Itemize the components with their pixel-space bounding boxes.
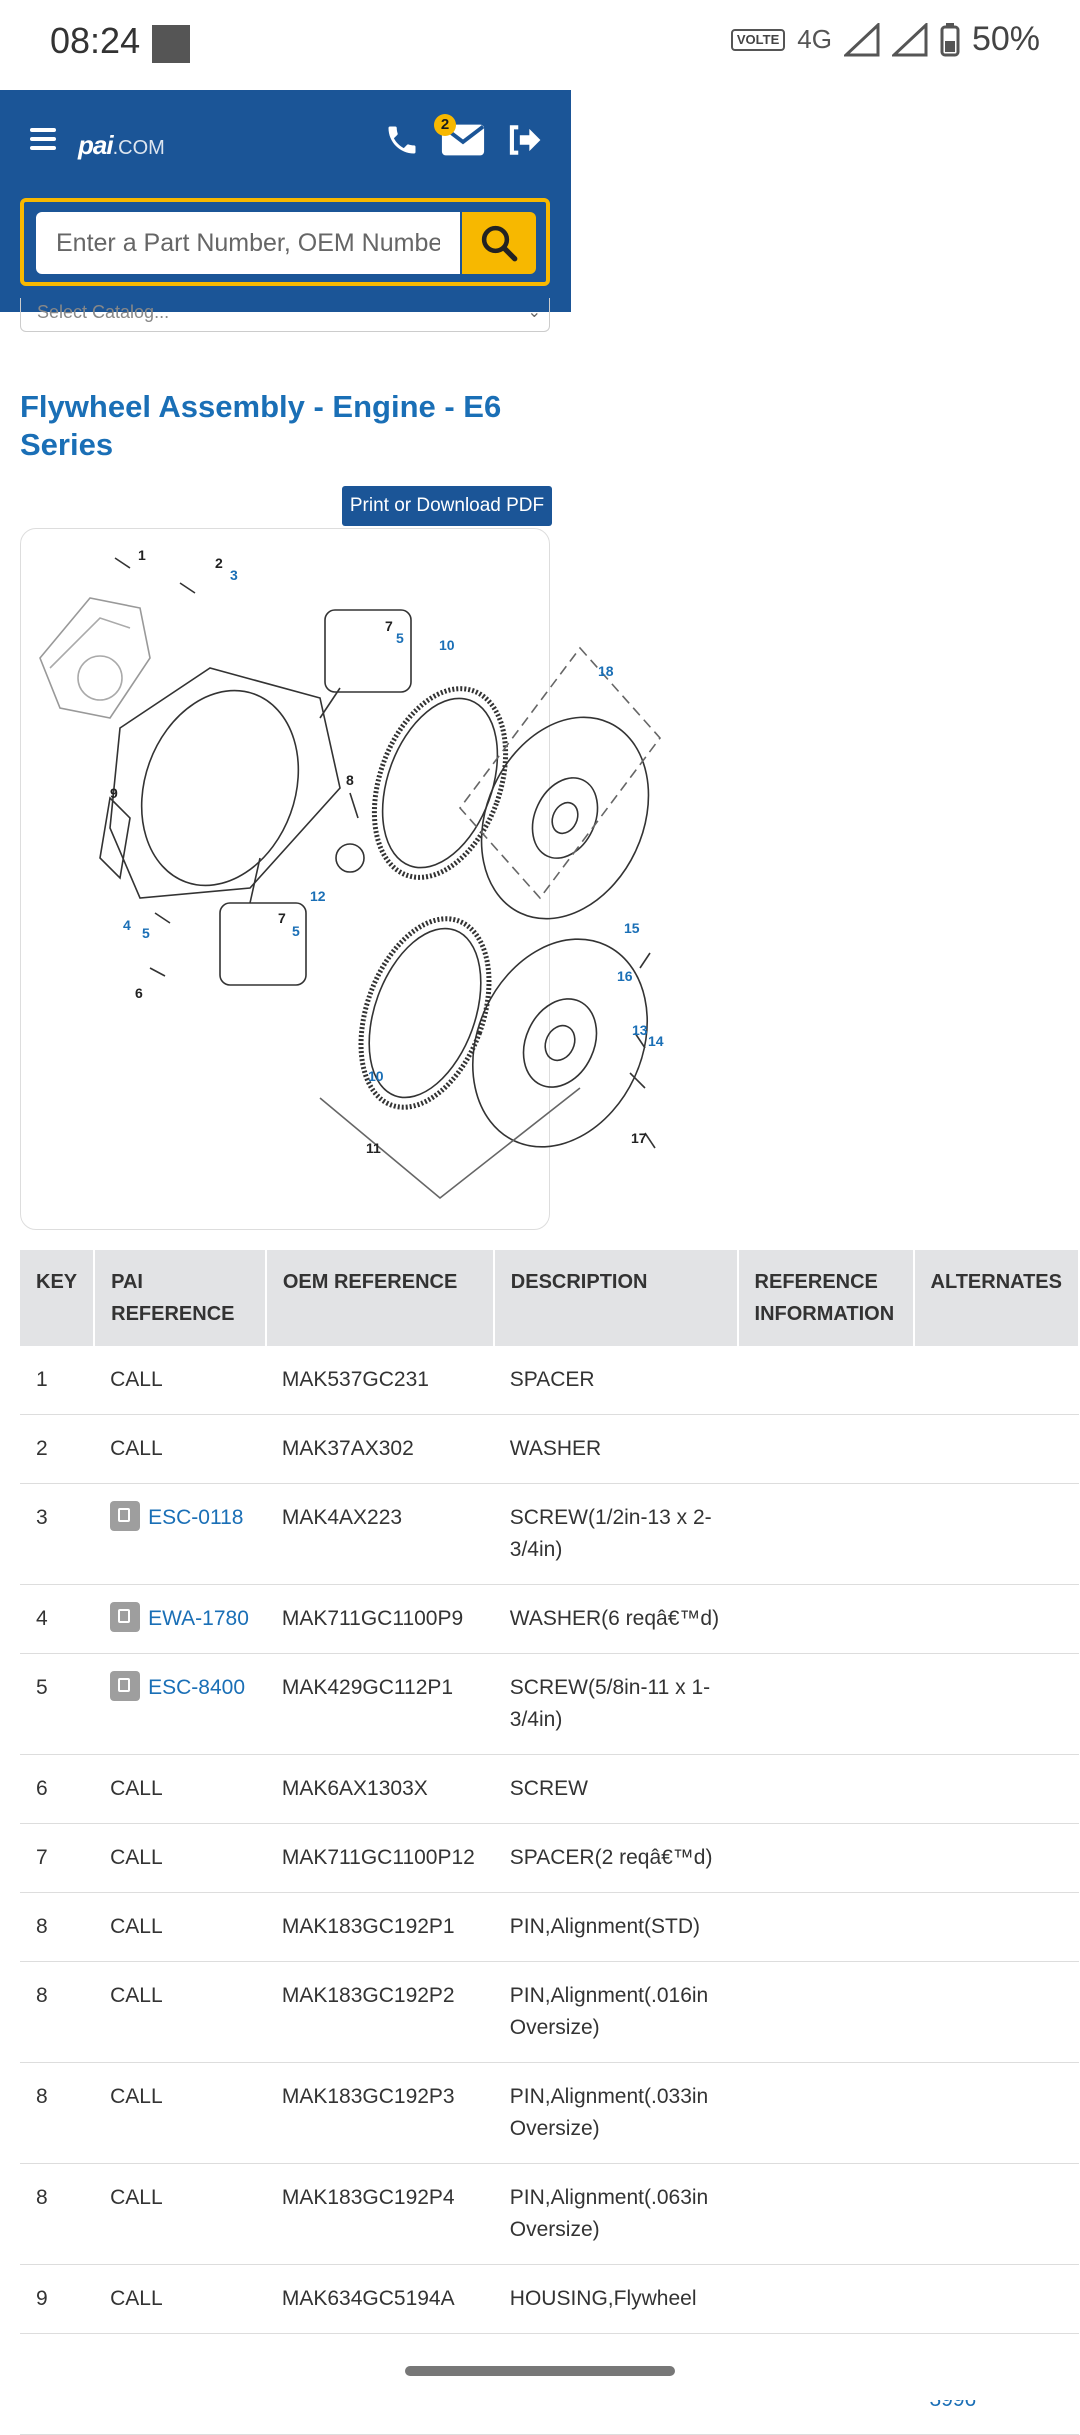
- cell-desc: PIN,Alignment(.016in Oversize): [494, 1962, 738, 2063]
- search-bar: [20, 198, 550, 286]
- cell-ref: [738, 1824, 914, 1893]
- search-icon: [478, 222, 520, 264]
- header-key: KEY: [20, 1250, 94, 1346]
- table-header-row: [20, 1250, 1079, 1346]
- table-row: [20, 1585, 1079, 1654]
- table-row: [20, 1824, 1079, 1893]
- cell-oem: MAK711GC1100P12: [266, 1824, 494, 1893]
- logout-icon[interactable]: [504, 120, 542, 160]
- pai-link[interactable]: ESC-0118: [148, 1506, 244, 1529]
- svg-text:11: 11: [366, 1140, 381, 1156]
- svg-text:10: 10: [368, 1068, 384, 1084]
- cell-desc: WASHER: [494, 1415, 738, 1484]
- network-type: 4G: [797, 24, 832, 54]
- cell-pai[interactable]: [94, 1484, 266, 1585]
- document-icon[interactable]: [110, 1501, 140, 1531]
- svg-text:5: 5: [142, 925, 150, 941]
- home-indicator[interactable]: [405, 2366, 675, 2376]
- status-time: 08:24: [50, 20, 141, 61]
- document-icon[interactable]: [110, 1602, 140, 1632]
- cell-key: 4: [20, 1585, 94, 1654]
- cell-key: 3: [20, 1484, 94, 1585]
- cell-desc: SPACER: [494, 1346, 738, 1415]
- table-row: [20, 2164, 1079, 2265]
- svg-text:15: 15: [624, 920, 640, 936]
- table-row: [20, 1893, 1079, 1962]
- cell-oem: MAK537GC231: [266, 1346, 494, 1415]
- cell-alt: [914, 1893, 1079, 1962]
- svg-text:3: 3: [230, 567, 238, 583]
- page-title: Flywheel Assembly - Engine - E6 Series: [20, 389, 502, 462]
- svg-text:7: 7: [385, 618, 393, 634]
- cell-alt: [914, 2265, 1079, 2334]
- svg-text:7: 7: [278, 910, 286, 926]
- cell-alt: [914, 1346, 1079, 1415]
- table-row: [20, 1654, 1079, 1755]
- cell-alt: [914, 1415, 1079, 1484]
- signal-icon-2: [892, 23, 928, 57]
- svg-text:12: 12: [310, 888, 326, 904]
- cell-ref: [738, 1585, 914, 1654]
- cell-pai: CALL: [94, 2164, 266, 2265]
- cell-alt: [914, 1585, 1079, 1654]
- cell-pai: CALL: [94, 1755, 266, 1824]
- signal-icon: [844, 23, 880, 57]
- status-indicators: [731, 20, 1040, 59]
- cell-oem: MAK183GC192P2: [266, 1962, 494, 2063]
- svg-text:16: 16: [617, 968, 633, 984]
- table-row: [20, 2063, 1079, 2164]
- cell-ref: [738, 1755, 914, 1824]
- table-row: [20, 1484, 1079, 1585]
- cell-desc: PIN,Alignment(.033in Oversize): [494, 2063, 738, 2164]
- table-row: [20, 1415, 1079, 1484]
- svg-text:17: 17: [631, 1130, 647, 1146]
- cell-alt: [914, 2164, 1079, 2265]
- cell-desc: WASHER(6 reqâ€™d): [494, 1585, 738, 1654]
- header-reference-information: REFERENCE INFORMATION: [738, 1250, 914, 1346]
- table-row: [20, 1962, 1079, 2063]
- hamburger-menu-icon[interactable]: [30, 128, 56, 150]
- cell-oem: MAK711GC1100P9: [266, 1585, 494, 1654]
- mail-badge: 2: [434, 114, 456, 136]
- logo-text: pai: [78, 130, 113, 160]
- volte-icon: VOLTE: [731, 29, 785, 51]
- cell-alt: [914, 1755, 1079, 1824]
- cell-desc: SPACER(2 reqâ€™d): [494, 1824, 738, 1893]
- cell-ref: [738, 1415, 914, 1484]
- document-icon[interactable]: [110, 1671, 140, 1701]
- cell-ref: [738, 1346, 914, 1415]
- cell-oem: MAK183GC192P4: [266, 2164, 494, 2265]
- cell-desc: SCREW(1/2in-13 x 2-3/4in): [494, 1484, 738, 1585]
- battery-icon: [940, 23, 960, 57]
- cell-desc: PIN,Alignment(STD): [494, 1893, 738, 1962]
- cell-pai: CALL: [94, 1415, 266, 1484]
- svg-text:6: 6: [135, 985, 143, 1001]
- pai-link[interactable]: EWA-1780: [148, 1607, 249, 1630]
- cell-desc: SCREW(5/8in-11 x 1-3/4in): [494, 1654, 738, 1755]
- table-row: [20, 2265, 1079, 2334]
- cell-key: 7: [20, 1824, 94, 1893]
- search-button[interactable]: [462, 212, 536, 274]
- cell-key: 5: [20, 1654, 94, 1755]
- cell-pai: CALL: [94, 1346, 266, 1415]
- flywheel-diagram[interactable]: [20, 528, 700, 1230]
- phone-icon[interactable]: [384, 120, 420, 160]
- svg-text:4: 4: [123, 917, 131, 933]
- logo[interactable]: [78, 130, 165, 161]
- site-header: [0, 90, 571, 312]
- svg-text:13: 13: [632, 1022, 648, 1038]
- header-oem-reference: OEM REFERENCE: [266, 1250, 494, 1346]
- header-alternates: ALTERNATES: [914, 1250, 1079, 1346]
- pai-link[interactable]: ESC-8400: [148, 1676, 246, 1699]
- cell-oem: MAK6AX1303X: [266, 1755, 494, 1824]
- battery-percent: 50%: [971, 20, 1040, 58]
- chevron-down-icon: ⌄: [527, 304, 541, 321]
- cell-ref: [738, 1654, 914, 1755]
- cell-pai[interactable]: [94, 1654, 266, 1755]
- svg-text:5: 5: [292, 923, 300, 939]
- cell-desc: SCREW: [494, 1755, 738, 1824]
- cell-desc: HOUSING,Flywheel: [494, 2265, 738, 2334]
- cell-desc: PIN,Alignment(.063in Oversize): [494, 2164, 738, 2265]
- cell-key: 8: [20, 1893, 94, 1962]
- cell-oem: MAK183GC192P3: [266, 2063, 494, 2164]
- svg-text:1: 1: [138, 547, 146, 563]
- cell-oem: MAK4AX223: [266, 1484, 494, 1585]
- table-row: [20, 1346, 1079, 1415]
- catalog-select[interactable]: [20, 298, 550, 332]
- cell-key: 8: [20, 1962, 94, 2063]
- print-pdf-button[interactable]: Print or Download PDF: [342, 486, 552, 526]
- cell-ref: [738, 2265, 914, 2334]
- cell-pai: CALL: [94, 1962, 266, 2063]
- notification-icon: [152, 25, 190, 63]
- status-bar: [0, 0, 1080, 88]
- cell-key: 9: [20, 2265, 94, 2334]
- cell-pai: CALL: [94, 1824, 266, 1893]
- cell-ref: [738, 1962, 914, 2063]
- cell-oem: MAK37AX302: [266, 1415, 494, 1484]
- logo-suffix: .COM: [112, 137, 165, 159]
- cell-ref: [738, 2164, 914, 2265]
- cell-alt: [914, 1484, 1079, 1585]
- cell-pai[interactable]: [94, 1585, 266, 1654]
- svg-text:5: 5: [396, 630, 404, 646]
- cell-key: 8: [20, 2164, 94, 2265]
- header-description: DESCRIPTION: [494, 1250, 738, 1346]
- cell-key: 8: [20, 2063, 94, 2164]
- cell-key: 6: [20, 1755, 94, 1824]
- header-pai-reference: PAI REFERENCE: [94, 1250, 266, 1346]
- cell-oem: MAK634GC5194A: [266, 2265, 494, 2334]
- cell-alt: [914, 1962, 1079, 2063]
- cell-ref: [738, 2063, 914, 2164]
- svg-text:14: 14: [648, 1033, 664, 1049]
- cell-pai: CALL: [94, 2265, 266, 2334]
- svg-text:18: 18: [598, 663, 614, 679]
- cell-ref: [738, 1893, 914, 1962]
- parts-table: [20, 1250, 1080, 2435]
- svg-text:2: 2: [215, 555, 223, 571]
- catalog-select-value: Select Catalog...: [37, 302, 170, 322]
- svg-text:10: 10: [439, 637, 455, 653]
- svg-text:8: 8: [346, 772, 354, 788]
- cell-alt: [914, 1824, 1079, 1893]
- cell-key: 2: [20, 1415, 94, 1484]
- cell-pai: CALL: [94, 2063, 266, 2164]
- table-row: [20, 1755, 1079, 1824]
- cell-oem: MAK183GC192P1: [266, 1893, 494, 1962]
- search-input[interactable]: [36, 212, 460, 274]
- cell-alt: [914, 1654, 1079, 1755]
- svg-text:9: 9: [110, 785, 118, 801]
- cell-oem: MAK429GC112P1: [266, 1654, 494, 1755]
- cell-pai: CALL: [94, 1893, 266, 1962]
- cell-ref: [738, 1484, 914, 1585]
- cell-alt: [914, 2063, 1079, 2164]
- cell-key: 1: [20, 1346, 94, 1415]
